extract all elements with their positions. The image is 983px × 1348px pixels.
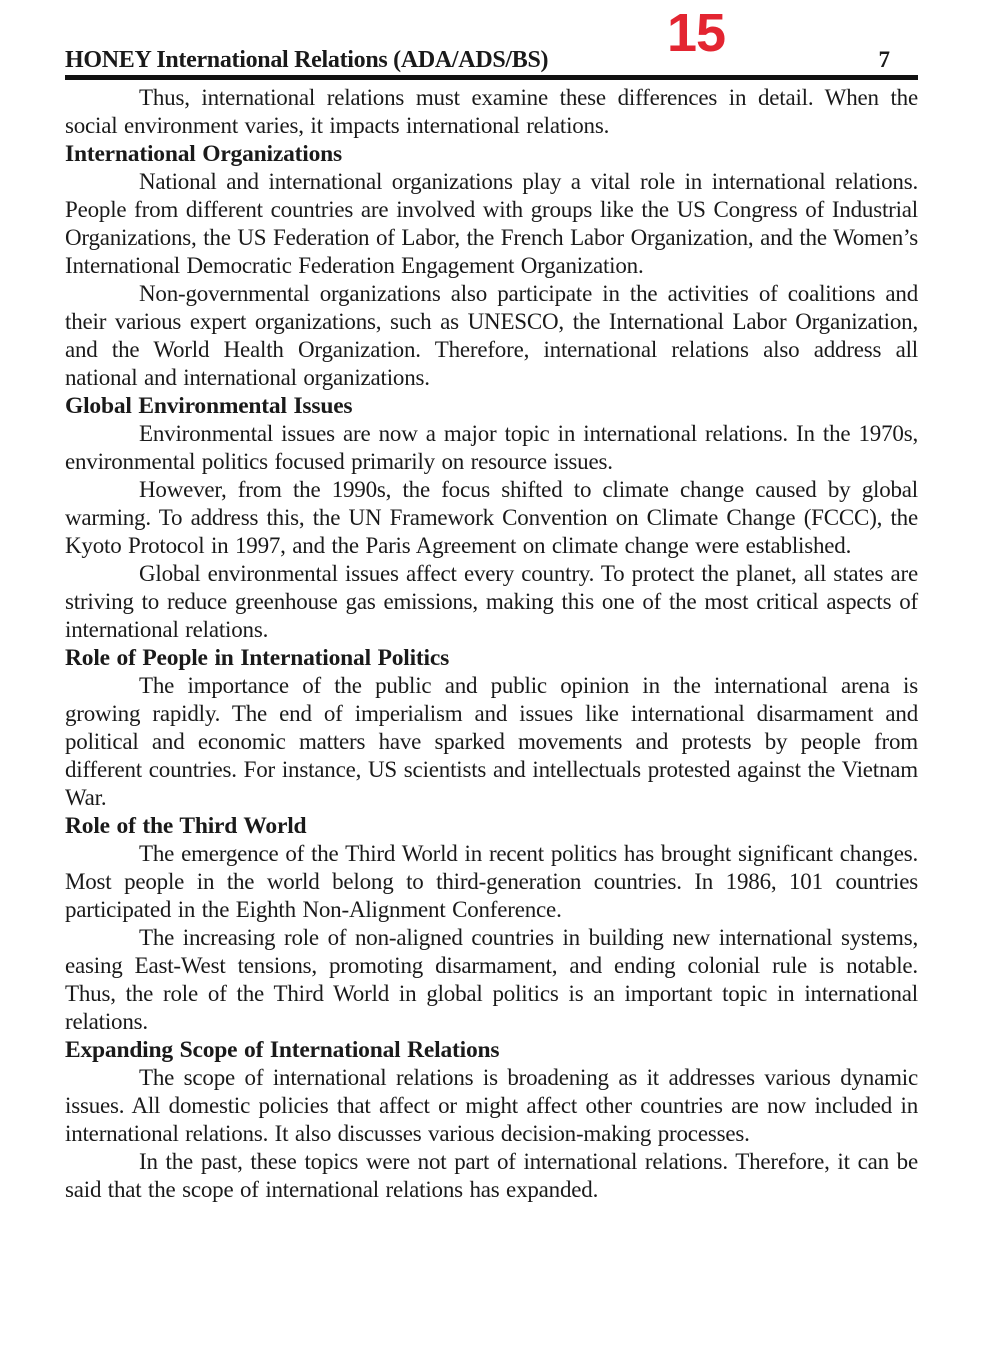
body-paragraph: In the past, these topics were not part of international relations. Therefore, it can be said that the scope of international relations has expanded. <box>65 1149 918 1202</box>
lesson-number-stamp: 15 <box>667 3 726 63</box>
section-heading: Role of People in International Politics <box>65 645 450 671</box>
body-paragraph: Non-governmental organizations also participate in the activities of coalitions and their various expert organizations, such as UNESCO, the International Labor Organization, and the World Health Organization. Therefore, international relations also address all national and international organizations. <box>65 281 918 390</box>
body-paragraph: Global environmental issues affect every country. To protect the planet, all states are striving to reduce greenhouse gas emissions, making this one of the most critical aspects of international relations. <box>65 561 918 642</box>
page-header <box>65 0 918 80</box>
page-number: 7 <box>878 47 890 72</box>
body-paragraph: The importance of the public and public opinion in the international arena is growing rapidly. The end of imperialism and issues like international disarmament and political and economic matters have sparked movements and protests by people from different countries. For instance, US scientists and intellectuals protested against the Vietnam War. <box>65 673 918 810</box>
section-heading: International Organizations <box>65 141 342 167</box>
document-body <box>65 84 918 1204</box>
page-header-row <box>65 0 918 80</box>
body-paragraph: However, from the 1990s, the focus shifted to climate change caused by global warming. To address this, the UN Framework Convention on Climate Change (FCCC), the Kyoto Protocol in 1997, and the Paris Agreement on climate change were established. <box>65 477 918 558</box>
section-heading: Expanding Scope of International Relations <box>65 1037 500 1063</box>
body-paragraph: The emergence of the Third World in recent politics has brought significant changes. Most people in the world belong to third-generation countries. In 1986, 101 countries participated in the Eighth Non-Alignment Conference. <box>65 841 918 922</box>
document-title: HONEY International Relations (ADA/ADS/BS) <box>65 47 549 73</box>
body-paragraph: The increasing role of non-aligned countries in building new international systems, easing East-West tensions, promoting disarmament, and ending colonial rule is notable. Thus, the role of the Third World in global politics is an important topic in international relations. <box>65 925 918 1034</box>
body-paragraph: National and international organizations play a vital role in international relations. People from different countries are involved with groups like the US Congress of Industrial Organizations, the US Federation of Labor, the French Labor Organization, and the Women’s International Democratic Federation Engagement Organization. <box>65 169 918 278</box>
body-paragraph: Environmental issues are now a major topic in international relations. In the 1970s, environmental politics focused primarily on resource issues. <box>65 421 918 474</box>
section-heading: Global Environmental Issues <box>65 393 353 419</box>
body-paragraph: The scope of international relations is broadening as it addresses various dynamic issues. All domestic policies that affect or might affect other countries are now included in international relations. It also discusses various decision-making processes. <box>65 1065 918 1146</box>
body-paragraph: Thus, international relations must examine these differences in detail. When the social environment varies, it impacts international relations. <box>65 85 918 138</box>
section-heading: Role of the Third World <box>65 813 307 839</box>
